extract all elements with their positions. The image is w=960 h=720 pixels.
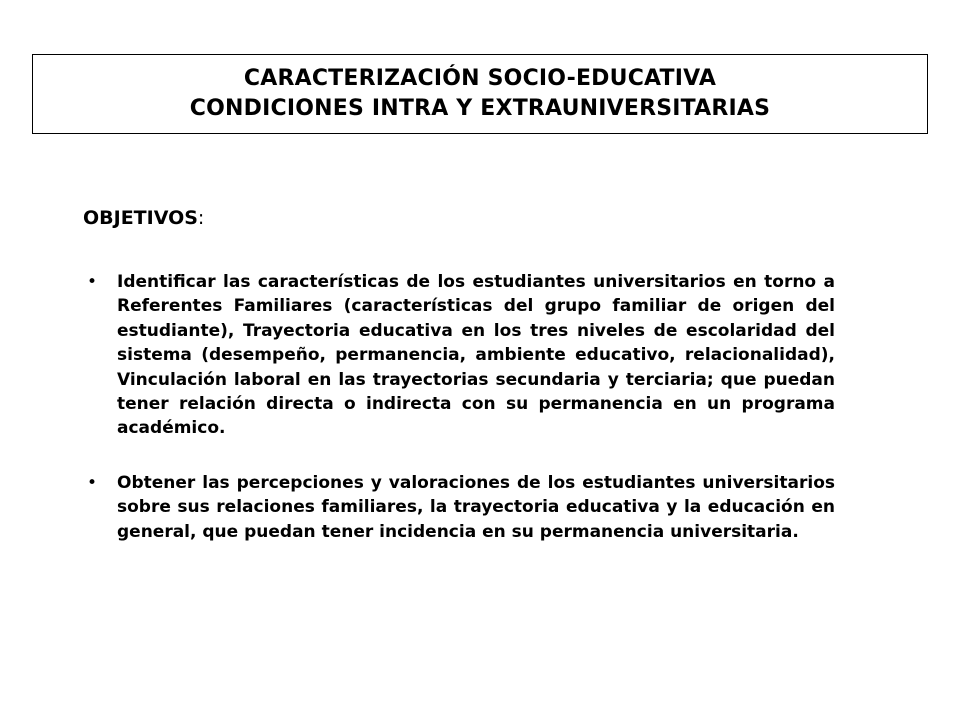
objectives-heading-colon: : bbox=[197, 207, 205, 229]
bullet-icon: • bbox=[87, 272, 98, 292]
objectives-heading-text: OBJETIVOS bbox=[83, 207, 198, 229]
objective-item-1 bbox=[83, 270, 835, 441]
title-box bbox=[32, 54, 928, 134]
bullet-icon: • bbox=[87, 472, 98, 493]
objectives-list bbox=[83, 270, 835, 544]
objective-item-2 bbox=[83, 471, 835, 544]
title-line-2: CONDICIONES INTRA Y EXTRAUNIVERSITARIAS bbox=[189, 96, 771, 121]
objective-text-1: Identificar las características de los estudiantes universitarios en torno a Referentes Familiares (características del grupo familiar de origen del estudiante), Trayectoria educativa en los tres niveles de escolaridad del sistema (desempeño, permanencia, ambiente educativo, relacionalidad), Vinculación laboral en las trayectorias secundaria y terciaria; que puedan tener relación directa o indirecta con su permanencia en un programa académico. bbox=[117, 272, 835, 439]
objectives-heading bbox=[83, 205, 204, 231]
objective-text-2: Obtener las percepciones y valoraciones de los estudiantes universitarios sobre sus relaciones familiares, la trayectoria educativa y la educación en general, que puedan tener incidencia en su permanencia universitaria. bbox=[117, 472, 835, 542]
title-line-1: CARACTERIZACIÓN SOCIO-EDUCATIVA bbox=[243, 66, 717, 91]
